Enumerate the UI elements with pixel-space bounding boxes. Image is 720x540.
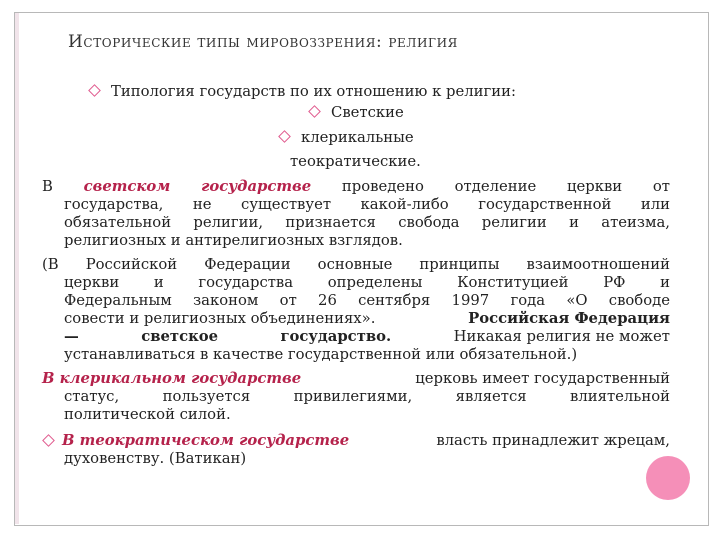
secular-word: проведено (341, 178, 424, 195)
typology-item-clerical (280, 129, 414, 146)
russia-text: Никакая религия не может (453, 328, 670, 345)
theocratic-text: власть принадлежит жрецам, (436, 432, 670, 449)
theocratic-paragraph-line2: духовенству. (Ватикан) (64, 450, 247, 467)
decorative-circle (646, 456, 690, 500)
russia-paragraph-line5 (64, 328, 670, 345)
russia-paragraph-line4 (64, 310, 670, 327)
typology-item-label: теократические. (290, 153, 421, 170)
slide-title: Исторические типы мировоззрения: религия (68, 32, 458, 52)
secular-term: государстве (201, 178, 312, 195)
typology-heading-row (90, 83, 516, 100)
russia-text: совести и религиозных объединениях». (64, 310, 376, 327)
secular-word: В (42, 178, 53, 195)
russia-emphasis: государство. (280, 328, 392, 345)
secular-word: от (652, 178, 670, 195)
russia-paragraph-line3: Федеральным законом от 26 сентября 1997 года «О свободе (64, 292, 670, 309)
secular-word: церкви (566, 178, 623, 195)
russia-emphasis: Российская Федерация (468, 310, 670, 327)
russia-emphasis: — (64, 328, 79, 345)
diamond-bullet-icon (308, 105, 321, 118)
clerical-term: В клерикальном государстве (42, 370, 302, 387)
typology-heading: Типология государств по их отношению к религии: (111, 83, 517, 100)
diamond-bullet-icon (42, 434, 55, 447)
secular-paragraph-line3: обязательной религии, признается свобода религии и атеизма, (64, 214, 670, 231)
typology-item-theocratic (290, 153, 421, 170)
russia-paragraph-line1: (В Российской Федерации основные принципы взаимоотношений (42, 256, 670, 273)
theocratic-paragraph-line1 (44, 432, 670, 449)
secular-term: светском (83, 178, 171, 195)
clerical-paragraph-line2: статус, пользуется привилегиями, является влиятельной (64, 388, 670, 405)
clerical-paragraph-line1 (42, 370, 670, 387)
diamond-bullet-icon (278, 130, 291, 143)
clerical-paragraph-line3: политической силой. (64, 406, 231, 423)
typology-item-label: Светские (331, 104, 404, 121)
clerical-text: церковь имеет государственный (415, 370, 670, 387)
theocratic-lead-group (44, 432, 349, 449)
slide-left-band (15, 13, 19, 524)
diamond-bullet-icon (88, 84, 101, 97)
russia-paragraph-line2: церкви и государства определены Конституцией РФ и (64, 274, 670, 291)
russia-emphasis: светское (141, 328, 219, 345)
secular-paragraph-line4: религиозных и антирелигиозных взглядов. (64, 232, 403, 249)
secular-paragraph-line2: государства, не существует какой-либо государственной или (64, 196, 670, 213)
secular-word: отделение (454, 178, 537, 195)
secular-paragraph-line1 (42, 178, 670, 195)
theocratic-term: В теократическом государстве (62, 432, 350, 449)
typology-item-secular (310, 104, 404, 121)
typology-item-label: клерикальные (301, 129, 414, 146)
russia-paragraph-line6: устанавливаться в качестве государственной или обязательной.) (64, 346, 578, 363)
